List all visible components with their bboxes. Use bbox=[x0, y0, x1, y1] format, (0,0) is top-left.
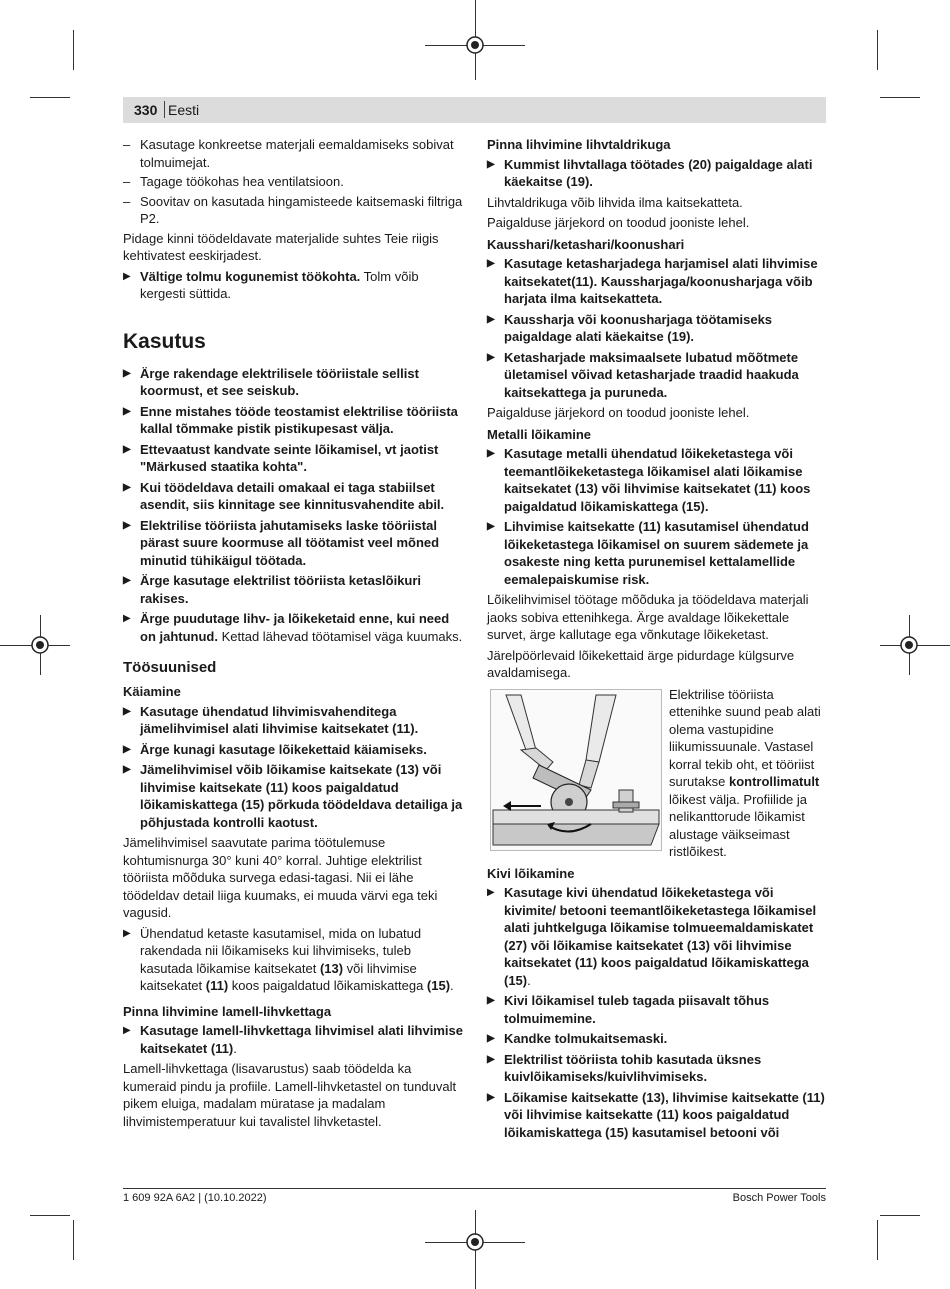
crop-mark bbox=[30, 1215, 70, 1216]
bullet-item: ▶ Kivi lõikamisel tuleb tagada piisavalt tõhus tolmuimemine. bbox=[487, 992, 827, 1027]
bullet-bold: (15) bbox=[426, 978, 451, 993]
crop-mark bbox=[73, 1220, 74, 1260]
figure-row bbox=[487, 686, 827, 861]
registration-mark-icon bbox=[465, 35, 485, 55]
bullet-item: ▶ Lõikamise kaitsekatte (13), lihvimise kaitsekatte (11) või lihvimise kaitsekatte (11) koos paigaldatud lõikamiskattega (15) kasutamisel betooni või bbox=[487, 1089, 827, 1142]
crop-mark bbox=[73, 30, 74, 70]
paragraph: Lamell-lihvkettaga (lisavarustus) saab töödelda ka kumeraid pindu ja profiile. Lamell-lihvketastel on tunduvalt pikem eluiga, madalam müratase ja madalam lihvimistemperatuur kui tavalistel lihvketastel. bbox=[123, 1061, 457, 1129]
bullet-item: ▶ Ärge kasutage elektrilist tööriista ketaslõikuri rakises. bbox=[123, 572, 465, 607]
bullet-item: ▶ Elektrilist tööriista tohib kasutada üksnes kuivlõikamiseks/kuivlihvimiseks. bbox=[487, 1051, 827, 1086]
bullet-item bbox=[123, 610, 465, 645]
bullet-item bbox=[487, 884, 827, 989]
page-number: 330 bbox=[134, 102, 158, 118]
bullet-text: . bbox=[527, 972, 531, 988]
bullet-bold: Kasutage lamell-lihvkettaga lihvimisel alati lihvimise kaitsekatet (11) bbox=[140, 1023, 463, 1056]
bullet-item: ▶ Ketasharjade maksimaalsete lubatud mõõtmete ületamisel võivad ketasharjade traadid haakuda kaitsekattega ja puruneda. bbox=[487, 349, 827, 402]
bullet-text: Kettad lähevad töötamisel väga kuumaks. bbox=[217, 628, 463, 644]
heading-lamell: Pinna lihvimine lamell-lihvkettaga bbox=[123, 1003, 332, 1019]
paragraph: Jämelihvimisel saavutate parima töötulemuse kohtumisnurga 30° kuni 40° korral. Juhtige elektrilist tööriista mõõduka survega edasi-tagasi. Nii ei lähe töödeldav detail liiga kuumaks, ei muuda värvi ega teki vagusid. bbox=[123, 835, 438, 920]
bullet-item: ▶ Kasutage ketasharjadega harjamisel alati lihvimise kaitsekatet(11). Kaussharjaga/koonusharjaga võib harjata ilma kaitsekatteta. bbox=[487, 255, 827, 308]
heading-kivi: Kivi lõikamine bbox=[487, 865, 575, 881]
footer-rule bbox=[123, 1188, 826, 1189]
crop-mark bbox=[877, 30, 878, 70]
registration-mark-icon bbox=[899, 635, 919, 655]
caption-text: lõikest välja. Profiilide ja nelikanttorude lõikamist alustage väikseimast ristlõikest. bbox=[669, 791, 808, 859]
bullet-text: või lihvimise kaitsekatet bbox=[140, 960, 417, 993]
right-column bbox=[487, 136, 827, 1144]
paragraph: Järelpöörlevaid lõikekettaid ärge pidurdage külgsurve avaldamisega. bbox=[487, 647, 795, 680]
registration-mark-icon bbox=[30, 635, 50, 655]
paragraph: Lihvtaldrikuga võib lihvida ilma kaitsekatteta. bbox=[487, 194, 743, 210]
bullet-item: ▶ Kaussharja või koonusharjaga töötamiseks paigaldage alati käekaitse (19). bbox=[487, 311, 827, 346]
bullet-item: ▶ Enne mistahes tööde teostamist elektrilise tööriista kallal tõmmake pistik pistikupesast välja. bbox=[123, 403, 465, 438]
subsection-title-toosuunised: Töösuunised bbox=[123, 659, 217, 676]
heading-kaiamine: Käiamine bbox=[123, 684, 181, 699]
cutting-direction-illustration bbox=[490, 689, 662, 851]
bullet-item: ▶ Elektrilise tööriista jahutamiseks laske tööriistal pärast suure koormuse all töötamist veel mõned minutid tühikäigul töötada. bbox=[123, 517, 465, 570]
bullet-item: ▶ Kandke tolmukaitsemaski. bbox=[487, 1030, 827, 1048]
bullet-item: ▶ Kui töödeldava detaili omakaal ei taga stabiilset asendit, siis kinnitage see kinnitusvahendite abil. bbox=[123, 479, 465, 514]
header-divider bbox=[164, 101, 165, 118]
bullet-text: . bbox=[450, 978, 454, 993]
crop-mark bbox=[880, 97, 920, 98]
caption-text: Elektrilise tööriista ettenihke suund peab alati olema vastupidine liikumissuunale. Vastasel korral tekib oht, et tööriist surutakse bbox=[669, 686, 821, 789]
dash-item: – Kasutage konkreetse materjali eemaldamiseks sobivat tolmuimejat. bbox=[123, 136, 465, 171]
heading-lihvtald: Pinna lihvimine lihvtaldrikuga bbox=[487, 137, 671, 152]
bullet-item bbox=[123, 925, 465, 995]
dash-item: – Soovitav on kasutada hingamisteede kaitsemaski filtriga P2. bbox=[123, 193, 465, 228]
bullet-bold: Vältige tolmu kogunemist töökohta. bbox=[140, 268, 361, 284]
footer-doc-id: 1 609 92A 6A2 | (10.10.2022) bbox=[123, 1192, 267, 1204]
bullet-item: ▶ Jämelihvimisel võib lõikamise kaitsekate (13) või lihvimise kaitsekate (11) koos paigaldatud lõikamiskattega (15) põrkuda töödeldava detailiga ja põhjustada kontrolli kaotust. bbox=[123, 761, 465, 831]
crop-mark bbox=[30, 97, 70, 98]
registration-mark-icon bbox=[465, 1232, 485, 1252]
bullet-bold: (11) bbox=[205, 978, 229, 993]
bullet-bold: Ärge puudutage lihv- ja lõikeketaid enne, kui need on jahtunud. bbox=[140, 611, 450, 644]
bullet-text: Tolm võib kergesti süttida. bbox=[140, 268, 419, 301]
bullet-item: ▶ Ärge kunagi kasutage lõikekettaid käiamiseks. bbox=[123, 741, 465, 759]
heading-kausshari: Kausshari/ketashari/koonushari bbox=[487, 236, 685, 252]
page-header bbox=[123, 97, 826, 123]
paragraph: Pidage kinni töödeldavate materjalide suhtes Teie riigis kehtivatest eeskirjadest. bbox=[123, 230, 439, 263]
bullet-text: Ühendatud ketaste kasutamisel, mida on lubatud rakendada nii lõikamiseks kui lihvimiseks, tuleb kasutada lõikamise kaitsekatet bbox=[140, 925, 422, 976]
header-language: Eesti bbox=[168, 102, 200, 118]
left-column bbox=[123, 136, 465, 1133]
bullet-item: ▶ Kasutage metalli ühendatud lõikeketastega või teemantlõikeketastega lõikamisel alati lõikamise kaitsekatet (13) või lihvimise kaitsekatet (11) koos paigaldatud lõikamiskattega (15). bbox=[487, 445, 827, 515]
bullet-item bbox=[123, 268, 465, 303]
bullet-text: koos paigaldatud lõikamiskattega bbox=[228, 978, 427, 993]
section-title-kasutus: Kasutus bbox=[123, 329, 206, 353]
bullet-item: ▶ Lihvimise kaitsekatte (11) kasutamisel ühendatud lõikeketastega lõikamisel on suurem sädemete ja osakeste ning ketta purunemisel kettalamellide eemalepaiskumise risk. bbox=[487, 518, 827, 588]
bullet-item: ▶ Kasutage ühendatud lihvimisvahenditega jämelihvimisel alati lihvimise kaitsekatet (11). bbox=[123, 703, 465, 738]
bullet-item: ▶ Kummist lihvtallaga töötades (20) paigaldage alati käekaitse (19). bbox=[487, 156, 827, 191]
bullet-item: ▶ Ettevaatust kandvate seinte lõikamisel, vt jaotist "Märkused staatika kohta". bbox=[123, 441, 465, 476]
paragraph: Lõikelihvimisel töötage mõõduka ja töödeldava materjali jaoks sobiva ettenihkega. Ärge avaldage lõikekettale survet, ärge kallutage ega võnkutage lõikeketast. bbox=[487, 592, 809, 642]
heading-metall: Metalli lõikamine bbox=[487, 426, 592, 442]
bullet-bold: Kasutage kivi ühendatud lõikeketastega või kivimite/ betooni teemantlõikeketastega lõikamisel alati juhtkelguga lõikamise tolmueemaldamiskatet (27) või lõikamise kaitsekatet (13) või lihvimise kaitsekatet (11) koos paigaldatud lõikamiskattega (15) bbox=[504, 885, 817, 988]
bullet-bold: (13) bbox=[319, 960, 344, 976]
paragraph: Paigalduse järjekord on toodud jooniste lehel. bbox=[487, 215, 750, 230]
crop-mark bbox=[877, 1220, 878, 1260]
footer-brand: Bosch Power Tools bbox=[732, 1192, 826, 1204]
figure-caption bbox=[669, 686, 827, 861]
bullet-item bbox=[123, 1022, 465, 1057]
bullet-text: . bbox=[233, 1040, 237, 1056]
paragraph: Paigalduse järjekord on toodud jooniste lehel. bbox=[487, 405, 750, 420]
bullet-item: ▶ Ärge rakendage elektrilisele tööriistale sellist koormust, et see seiskub. bbox=[123, 365, 465, 400]
dash-item: – Tagage töökohas hea ventilatsioon. bbox=[123, 173, 465, 191]
crop-mark bbox=[880, 1215, 920, 1216]
caption-bold: kontrollimatult bbox=[728, 774, 820, 789]
